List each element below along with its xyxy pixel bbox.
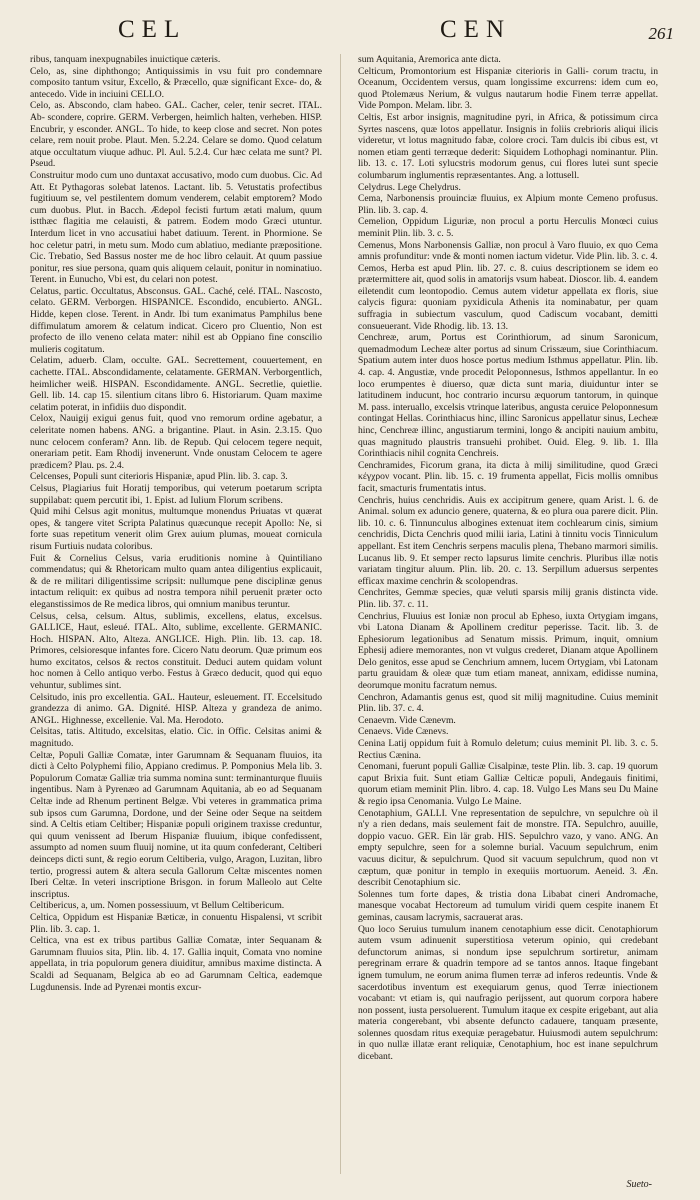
right-column-entry: Cenomani, fuerunt populi Galliæ Cisalpinæ, teste Plin. lib. 3. cap. 19 quorum caput Brixia fuit. Sunt etiam Galliæ Celticæ populi, Andegauis finitimi, quorum etiam meminit Plin. libro. 4. cap. 18. Vulgo Les Mans seu Du Maine & regio ipsa Cenomania. Vulgo Le Maine. (358, 761, 658, 807)
left-column-entry: Celatim, aduerb. Clam, occulte. GAL. Secrettement, couuertement, en cachette. ITAL. Abscondidamente, celatamente. GERMAN. Verborgentlich, heimlicher weiß. HISPAN. Escondidamente. ANGL. Secretlie, quietlie. Gell. lib. 14. cap 15. silentium citans libro 6. Historiarum. Quam maxime celatim poterat, in infidiis duo dispondit. (30, 355, 322, 413)
left-column-entry: Celtæ, Populi Galliæ Comatæ, inter Garumnam & Sequanam fluuios, ita dicti à Celto Polyphemi filio, Appiano credimus. P. Pomponius Mela lib. 3. Populorum Comatæ Galliæ tria summa nomina sunt: terminanturque fluuiis ingentibus. Nam à Pyrenæo ad Garumnam Aquitania, ab eo ad Sequanam Celtæ inde ad Rhenum pertinent Belgæ. Vbi veteres in grammatica prima sub ipsos cum Garumna, Dordone, und der Seine oder Seque na seitdem sind. A Celtis etiam Celtiber; Hispaniæ populi originem traxisse creduntur, qui quum venissent ad Iberum Hispaniæ fluuium, ibique confedissent, assumpto ad nomen suum fluuij nomine, ut ita quum confederant, Celtiberi deinceps dicti sunt, & regio eorum Celtiberia, vulgo, Aragon, Luzitan, libro tertio, progressi autem & altera secula Gallorum Celtæ miscentes nomen Iberi Celtæ. In veteri inscriptione Brisgon. in forum Malleolo aut Celte inscriptus. (30, 749, 322, 900)
left-column-entry: Celsitudo, inis pro excellentia. GAL. Hauteur, esleuement. IT. Eccelsitudo grandezza di animo. GA. Dignité. HISP. Alteza y grandeza de animo. ANGL. Highnesse, excellenie. Val. Ma. Herodoto. (30, 691, 322, 726)
right-column-entry: Cenchrites, Gemmæ species, quæ veluti sparsis milij granis distincta vide. Plin. lib. 37. c. 11. (358, 587, 658, 610)
right-column-entry: Cenchreæ, arum, Portus est Corinthiorum, ad sinum Saronicum, quemadmodum Lecheæ alter portus ad sinum Crissæum, siue Corinthiacum. Spatium autem inter duos hosce portus medium Isthmus appellatur. Plin. lib. 4. cap. 4. Angustiæ, vnde procedit Peloponnesus, Isthmos appellantur. In eo loco erumpentes è diuerso, quæ dicta sunt maria, diuiduntur inter se latitudinem inducunt, hoc contrario incursu æquorum tantorum, in quinque M. pass. interuallo, excelsis vtrinque lateribus, angusta ceruice Peloponnesum contingat Hellas. Corinthiacus hinc, illinc Saronicus appellatur sinus, Lecheæ hinc, Cenchreæ illinc, angustiarum termini, longo & ancipiti nauium ambitu, quas magnitudo plaustris transuehi prohibet. Ouid. Eleg. 9. lib. 1. Illa Corinthiacis nihil cognita Cenchreis. (358, 332, 658, 460)
header-mid-word: CEN (440, 16, 511, 43)
left-column-entry: Celtica, Oppidum est Hispaniæ Bæticæ, in conuentu Hispalensi, vt scribit Plin. lib. 3. cap. 1. (30, 911, 322, 935)
right-column-entry: Solennes tum forte dapes, & tristia dona Libabat cineri Andromache, manesque vocabat Hectoreum ad tumulum viridi quem cespite inanem Et geminas, causam lacrymis, sacrauerat aras. (358, 888, 658, 923)
right-column-entry: Celydrus. Lege Chelydrus. (358, 181, 461, 193)
left-column-entry: Fuit & Cornelius Celsus, varia eruditionis nomine à Quintiliano commendatus; qui & Rhetoricam multo quam antea diligentius explicauit, & de re militari diligentissime scripsit: nullumque pene disciplinæ genus intactum reliquit: ex quibus ad nostra tempora nihil peruenit præter octo eleganstissimos de Re medica libros, qui omnium manibus teruntur. (30, 552, 322, 610)
catchword: Sueto- (626, 1179, 652, 1190)
left-column-entry: Celsitas, tatis. Altitudo, excelsitas, elatio. Cic. in Offic. Celsitas animi & magnitudo. (30, 726, 322, 750)
right-column-entry: Cenina Latij oppidum fuit à Romulo deletum; cuius meminit Pl. lib. 3. c. 5. Rectius Cænina. (358, 738, 658, 761)
left-column-entry: Construitur modo cum uno duntaxat accusativo, modo cum duobus. Cic. Ad Att. Et Pythagoras solebat latenos. Lactant. lib. 5. Vetustatis profectibus fugitiuum se, vel pestilentem domum venderem, celabit emptorem? Modo cum duobus. Plut. in Bacch. Ædepol fecisti furtum ætati malum, quum istthæc flagitia me celauisti, & patrem. Eodem modo Græci utuntur. Interdum licet in vno accusatiui habet datiuum. Terent. in Phormione. Se hoc celetur patri, in metu sum. Modo cum ablatiuo, mediante præpositione. Cic. Trebatio, Sed Bassus noster me de hoc libro celauit. At quum passiue ponitur, res siue persona, quam quis aliquem celauit, ponitur in nominatiuo. Terent. in Eunucho, Vbi est, du celari non potest. (30, 169, 322, 286)
column-separator (340, 54, 341, 1174)
right-column-entry: Cenaevm. Vide Cænevm. (358, 714, 456, 726)
right-column-entry: Cenchron, Adamantis genus est, quod sit milij magnitudine. Cuius meminit Plin. lib. 37. c. 4. (358, 691, 658, 715)
running-header (30, 16, 674, 50)
left-column-entry: Celo, as, sine diphthongo; Antiquissimis in vsu fuit pro condemnare composito tantum vsitur, Excello, & Præcello, quæ significant Exce- do, & antecedo. Vide in inciuini CELLO. (30, 65, 322, 100)
right-column-entry: Cemos, Herba est apud Plin. lib. 27. c. 8. cuius descriptionem se idem eo prætermittere ait, quod solis in amatorijs vsum habeat. Dioscor. lib. 4. eandem eiletendit cum leontopodio. Cemus autem videtur appellata ex floris, siue calycis figura: quoniam pyxidicula Athenis ita nominabatur, per quam suffragia in subiectum vasculum, quod Cadiscum vocabant, demitti consueuerant. Vide Rhodig. lib. 13. 13. (358, 262, 658, 332)
right-column-entry: Cemenus, Mons Narbonensis Galliæ, non procul à Varo fluuio, ex quo Cema amnis profunditur: vnde & monti nomen iactum videtur. Vide Plin. lib. 3. c. 4. (358, 239, 658, 263)
right-column-entry: Cemelion, Oppidum Liguriæ, non procul a portu Herculis Monœci cuius meminit Plin. lib. 3. c. 5. (358, 216, 658, 239)
left-column (30, 54, 322, 1184)
right-column-entry: Cenchris, huius cenchridis. Auis ex accipitrum genere, quam Arist. l. 6. de Animal. solum ex aduncio genere, quaterna, & eo plura oua parere dicit. Plin. lib. 10. c. 6. Tinnunculus albogines extenuat item cochlearum cinis, simium cenchridis, Dicta Cenchris quod milii iaria, Latini à tinnitu vocis Tinniculum appellant. Est item Cenchris serpens maculis plena, Thebano marmori similis. Lucanus lib. 9. Et semper recto lapsurus limite cenchris. Pluribus illæ notis variatam tingitur aluum. Plin. lib. 20. c. 13. Serpillum aduersus serpentes efficax maxime cenchrin & scolopendras. (358, 494, 658, 587)
right-column-entry: Cenchrius, Fluuius est Ioniæ non procul ab Epheso, iuxta Ortygiam imgans, vbi Latona Dianam & Apollinem creditur peperisse. Tacit. lib. 3. de Ephesiorum legationibus ad Senatum missis. Primum, inquit, omnium Ephesij adiere memorantes, non vt vulgus crederet, Dianam atque Apollinem Delo genitos, esse apud se Cenchrium amnem, lucem Ortygiam, vbi Latonam partu grauidam & oleæ quæ tum etiam maneat, annixam, edidisse numina, deorumque monitu facratum nemus. (358, 610, 658, 692)
right-column (358, 54, 658, 1184)
right-column-entry: Cenaevs. Vide Cænevs. (358, 726, 449, 738)
right-column-entry: sum Aquitania, Aremorica ante dicta. (358, 54, 501, 65)
left-column-entry: Celo, as. Abscondo, clam habeo. GAL. Cacher, celer, tenir secret. ITAL. Ab- scondere, coprire. GERM. Verbergen, heimlich halten, verheben. HISP. Encubrir, y esconder. ANGL. To hide, to keep close and secret. Non potes celare, rem nouit probe. Plaut. Men. 5.2.24. Celare se domo. Quod celatum atque occultatum viuque adhuc. Pl. Aul. 5.2.4. Cur hæc celata me sunt? Pl. Pseud. (30, 100, 322, 170)
right-column-entry: Celticum, Promontorium est Hispaniæ citerioris in Galli- corum tractu, in Oceanum, Occidentem versus, quam longissime excurrens: idem cum eo, quod Ptolemæus Nerium, & vulgus nautarum hodie Finem terræ appellat. Vide Pompon. Melam. libr. 3. (358, 65, 658, 112)
left-column-entry: Celtibericus, a, um. Nomen possessiuum, vt Bellum Celtibericum. (30, 900, 285, 912)
right-column-entry: Cema, Narbonensis prouinciæ fluuius, ex Alpium monte Cemeno profusus. Plin. lib. 3. cap. 4. (358, 193, 658, 216)
header-left-word: CEL (118, 16, 187, 43)
right-column-entry: Celtis, Est arbor insignis, magnitudine pyri, in Africa, & potissimum circa Syrtes nascens, quæ lotos appellatur. Insignis in foliis crebrioris aliqui ilicis videretur, vt lotus magnitudo fabæ, colore croci. Tam dulcis ibi cibus est, vt nomen etiam genti terræque dederit: Siquidem Lothophagi nominantur. Plin. lib. 13. c. 17. Loti sylucstris modorum genus, cui flores lutei sunt specie columbarum inglumentis repræsentantes. Ang. a lottusell. (358, 111, 658, 181)
right-column-entry: Cenchramides, Ficorum grana, ita dicta à milij similitudine, quod Græci κέγχρον vocant. Plin. lib. 15. c. 19 frumenta appellat, Ficis mollis omnibus facit, smacturis frumentatis intus. (358, 459, 658, 494)
left-column-entry: Celsus, Plagiarius fuit Horatij temporibus, qui veterum poetarum scripta suppilabat: quem percutit ibi, 1. Epist. ad Iulium Florum scribens. (30, 482, 322, 506)
left-column-entry: Celsus, celsa, celsum. Altus, sublimis, excellens, elatus, excelsus. GALLICE, Haut, esleué. ITAL. Alto, sublime, excellente. GERMANIC. Hoch. HISPAN. Alto, Alteza. ANGLICE. High. Plin. lib. 13. cap. 18. Primores, celsioresque infantes fore. Cicero Natu deorum. Quæ primum eos humo excitatos, celsos & rectos constituit. Deduci autem quidam volunt hoc nomen à Cello antiquo verbo. Festus à Græco deducit, quod qui equo vehuntur, sublimes sint. (30, 610, 322, 692)
left-column-entry: Celcenses, Populi sunt citerioris Hispaniæ, apud Plin. lib. 3. cap. 3. (30, 471, 288, 483)
right-column-entry: Cenotaphium, GALLI. Vne representation de sepulchre, vn sepulchre où il n'y a rien dedans, mais seulement fait de monstre. ITA. Sepulchro, auuille, doppio vacuo. GER. Ein lär grab. HIS. Sepulchro vazo, y vano. ANG. An empty sepulchre, seen for a solemne burial. Vacuum sepulchrum, enim vacuus dicitur, & sepulchrum. Quod sit vacuum sepulchrum, quod non vt cæptum, quæ ponitur in templo in exequiis mortuorum. Aeneid. 3. Æn. describit Cenotaphium sic. (358, 807, 658, 889)
left-column-entry: Celox, Nauigij exigui genus fuit, quod vno remorum ordine agebatur, a celeritate nomen habens. ANG. a brigantine. Plaut. in Asin. 2.3.15. Quo nunc celocem conferam? Ann. lib. de Repub. Qui celocem tegere nequit, onerariam petit. Eam Rhodij invenerunt. Vnde onustam Celocem te agere prædicem? Plau. ps. 2.4. (30, 413, 322, 471)
right-column-entry: Quo loco Seruius tumulum inanem cenotaphium esse dicit. Cenotaphiorum autem vsum adinuenit superstitiosa veterum opinio, qui credebant defunctorum animas, si nondum ipse sepulchrum sortiretur, animam peregrinam errare & quadrin tempore ad se tantos annos. Itaque fingebant ignem tumulum, ne eorum anima flumen terræ ad inferos redeuntis. Vnde & sacerdotibus inventum est exequiarum genus, quod Terræ iniectionem vocabant: vt etiam is, qui naufragio perijssent, aut quorum corpora habere non possent, iusta persoluerent. Tumulum itaque ex cespite erigebant, aut alia materia congerebant, vbi absente defuncto cadauere, tanquam præsente, solennes quosdam ritus exequiæ peragebatur. Huiusmodi autem sepulchrum: in quo nullæ illatæ erant reliquiæ, Cenotaphium, hoc est inane sepulchrum dicebant. (358, 923, 658, 1063)
page-number: 261 (648, 24, 674, 43)
left-column-entry: Celtica, vna est ex tribus partibus Galliæ Comatæ, inter Sequanam & Garumnam fluuios sita, Plin. lib. 4. 17. Gallia inquit, Comata vno nomine appellata, in tria populorum genera diuiditur, amnibus maxime distincta. A Scaldi ad Sequanam, Belgica ab eo ad Garumnam Celtica, eademque Lugdunensis. Inde ad Pyrenæi montis excur- (30, 935, 322, 993)
left-column-entry: Quid mihi Celsus agit monitus, multumque monendus Priuatas vt quærat opes, & tangere vitet Scripta Palatinus quæcunque recepit Apollo: Ne, si forte suas repetitum venerit olim Grex auium plumas, moueat cornicula risum Furtiuis nudata coloribus. (30, 506, 322, 552)
left-column-entry: Celatus, partic. Occultatus, Absconsus. GAL. Caché, celé. ITAL. Nascosto, celato. GERM. Verborgen. HISPANICE. Escondido, encubierto. ANGL. Hidde, kepen close. Terent. in Andr. Ibi tum exanimatus Pamphilus bene diffimulatum amorem & celatum indicat. Cicero pro Cluentio, Non est profecto de illo veneno celata mater: nihil est ab Oppiano fine conscilio mulieris cogitatum. (30, 285, 322, 355)
left-column-entry: ribus, tanquam inexpugnabiles inuictique cæteris. (30, 54, 221, 65)
